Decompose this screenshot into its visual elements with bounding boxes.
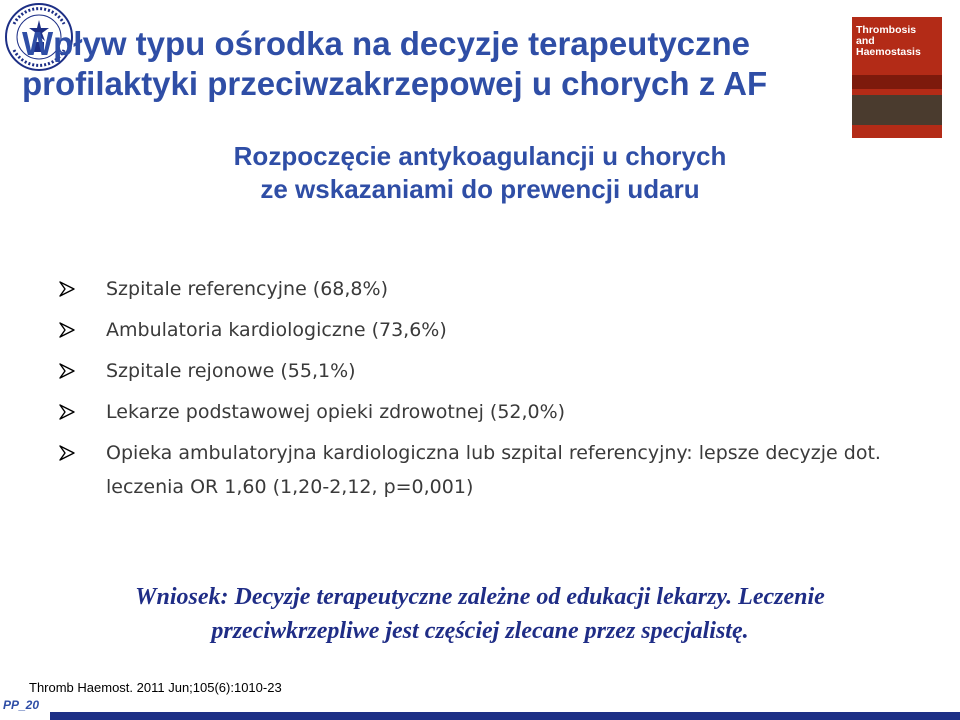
- bullet-text: Szpitale referencyjne (68,8%): [106, 278, 388, 300]
- arrowhead-bullet-icon: [58, 444, 76, 462]
- bullet-list: [58, 272, 928, 511]
- citation: Thromb Haemost. 2011 Jun;105(6):1010-23: [29, 680, 282, 695]
- slide-title-line-2: profilaktyki przeciwzakrzepowej u chorych z AF: [22, 65, 768, 102]
- slide-title: [22, 24, 852, 104]
- slide-subtitle-line-2: ze wskazaniami do prewencji udaru: [260, 174, 700, 204]
- bullet-item: [58, 395, 928, 429]
- conclusion: [30, 580, 930, 648]
- arrowhead-bullet-icon: [58, 321, 76, 339]
- journal-cover-title: Thrombosis and Haemostasis: [856, 24, 921, 58]
- bullet-text: Ambulatoria kardiologiczne (73,6%): [106, 319, 447, 341]
- arrowhead-bullet-icon: [58, 362, 76, 380]
- bottom-bar: [50, 712, 960, 720]
- arrowhead-bullet-icon: [58, 280, 76, 298]
- slide-subtitle: [0, 140, 960, 206]
- cover-stripe: [852, 75, 942, 89]
- arrowhead-bullet-icon: [58, 403, 76, 421]
- slide-title-line-1: Wpływ typu ośrodka na decyzje terapeutyczne: [22, 25, 751, 62]
- cover-image: [852, 95, 942, 125]
- bullet-text: Opieka ambulatoryjna kardiologiczna lub szpital referencyjny: lepsze decyzje dot. leczenia OR 1,60 (1,20-2,12, p=0,001): [106, 442, 881, 498]
- slide-id: PP_20: [3, 698, 40, 712]
- bullet-text: Szpitale rejonowe (55,1%): [106, 360, 356, 382]
- conclusion-line-1: Wniosek: Decyzje terapeutyczne zależne od edukacji lekarzy. Leczenie: [135, 584, 825, 610]
- conclusion-line-2: przeciwkrzepliwe jest częściej zlecane przez specjalistę.: [211, 618, 749, 644]
- journal-cover-icon: [852, 17, 942, 138]
- slide-subtitle-line-1: Rozpoczęcie antykoagulancji u chorych: [233, 141, 727, 171]
- bullet-item: [58, 354, 928, 388]
- bullet-item: [58, 272, 928, 306]
- bullet-item: [58, 313, 928, 347]
- bullet-text: Lekarze podstawowej opieki zdrowotnej (52,0%): [106, 401, 566, 423]
- bullet-item: [58, 436, 928, 504]
